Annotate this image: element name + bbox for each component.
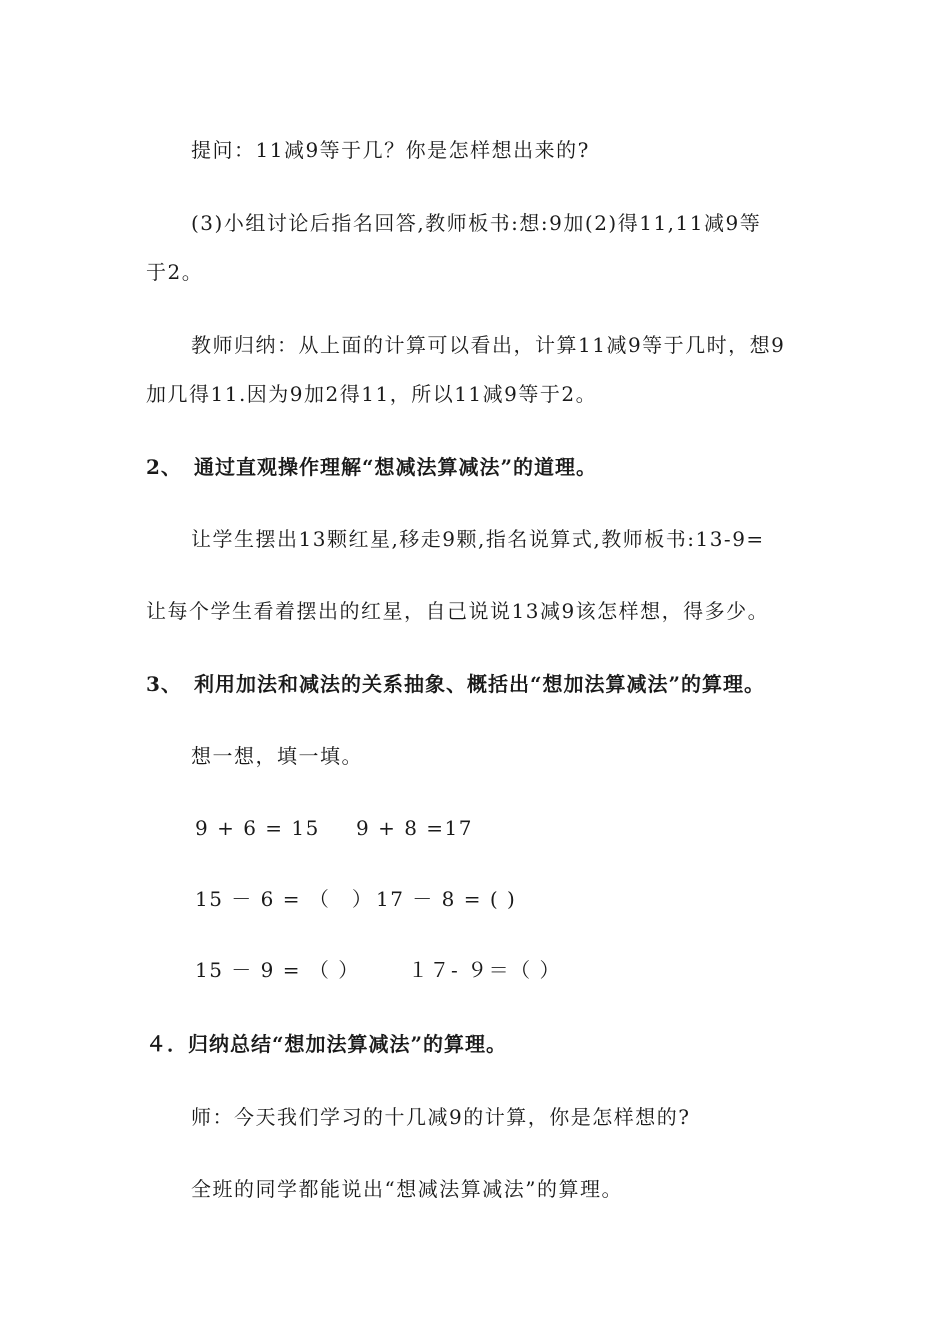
- heading-text: 通过直观操作理解“想减法算减法”的道理。: [194, 455, 598, 479]
- equation: 9 + 6 = 15: [195, 816, 320, 840]
- paragraph-group-discussion-cont: 于2。: [146, 260, 204, 284]
- heading-section-4: ４．归纳总结“想加法算减法”的算理。: [146, 1032, 508, 1056]
- heading-text: 利用加法和减法的关系抽象、概括出“想加法算减法”的算理。: [194, 672, 766, 696]
- paragraph-question: 提问：11减9等于几？你是怎样想出来的?: [191, 138, 590, 162]
- paragraph-group-discussion: (3)小组讨论后指名回答,教师板书:想:9加(2)得11,11减9等: [191, 211, 762, 235]
- equation: 15 － 9 = （ ）: [195, 958, 360, 982]
- heading-section-3: [146, 671, 765, 697]
- heading-number: 2、: [146, 455, 182, 479]
- paragraph-class-answer: 全班的同学都能说出“想减法算减法”的算理。: [191, 1177, 623, 1201]
- paragraph-teacher-summary-cont: 加几得11.因为9加2得11，所以11减9等于2。: [146, 382, 598, 406]
- paragraph-students-say: 让每个学生看着摆出的红星，自己说说13减9该怎样想，得多少。: [146, 599, 770, 623]
- equation: 17 － 8 = ( ): [376, 887, 517, 911]
- heading-number: 3、: [146, 672, 182, 696]
- equation: １７- ９＝（ ）: [408, 958, 561, 982]
- equation: 9 + 8 =17: [356, 816, 473, 840]
- equation: 15 － 6 = （ ）: [195, 887, 374, 911]
- paragraph-think-fill: 想一想，填一填。: [191, 744, 363, 768]
- paragraph-teacher-ask: 师：今天我们学习的十几减9的计算，你是怎样想的?: [191, 1105, 691, 1129]
- paragraph-teacher-summary: 教师归纳：从上面的计算可以看出，计算11减9等于几时，想9: [191, 333, 786, 357]
- heading-section-2: [146, 454, 597, 480]
- paragraph-red-stars: 让学生摆出13颗红星,移走9颗,指名说算式,教师板书:13-9=: [191, 527, 765, 551]
